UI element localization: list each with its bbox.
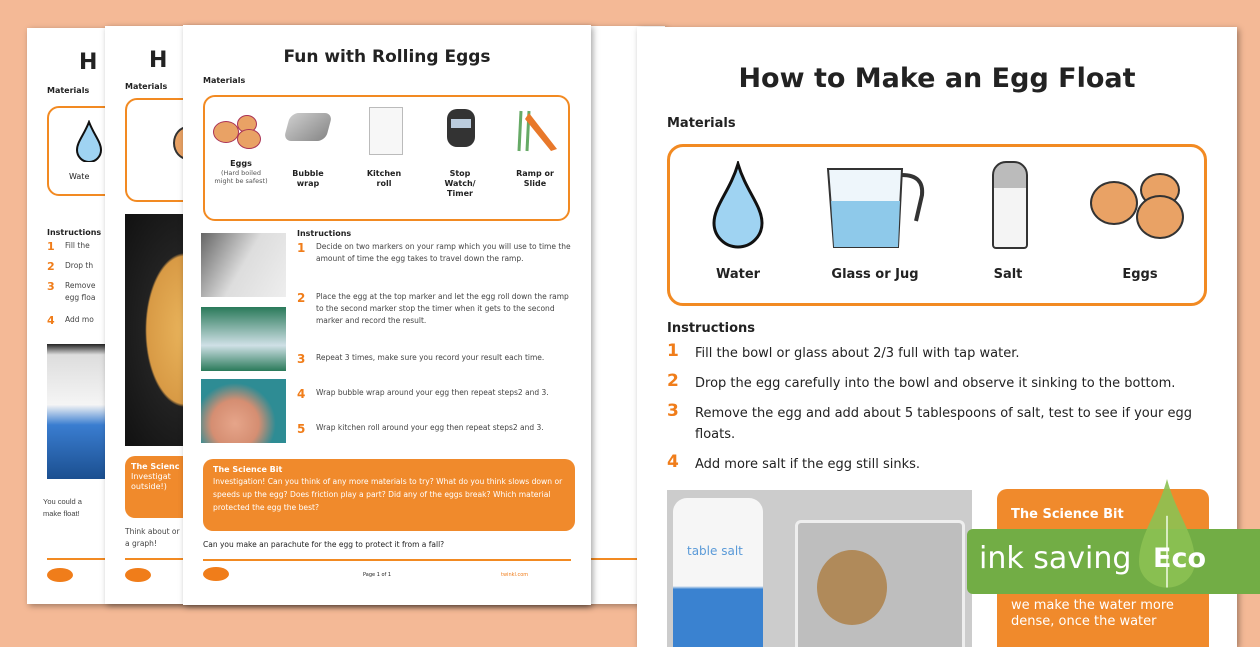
instruction-step: Remove the egg and add about 5 tablespoons of salt, test to see if your egg floats. xyxy=(695,406,1192,442)
materials-label: Materials xyxy=(667,116,736,131)
step: Add mo xyxy=(65,315,94,324)
bubble-wrap-photo xyxy=(201,307,286,371)
instructions-label: Instructions xyxy=(297,229,352,238)
materials-label: Materials xyxy=(125,82,168,91)
science-text: Investigat outside!) xyxy=(131,472,171,491)
materials-label: Materials xyxy=(203,76,246,85)
instruction-step: Place the egg at the top marker and let the egg roll down the ramp to the second marker stop the timer when it gets to the second marker and record the result. xyxy=(316,292,569,325)
science-title: The Science Bit xyxy=(1011,507,1124,522)
instruction-step: Repeat 3 times, make sure you record your result each time. xyxy=(316,353,545,362)
closing-text: Think about or a graph! xyxy=(125,527,180,548)
page-number: Page 1 of 1 xyxy=(363,572,392,578)
step: Remove egg floa xyxy=(65,281,96,302)
site-url: twinkl.com xyxy=(501,572,529,578)
egg-photo xyxy=(201,379,286,443)
instructions-label: Instructions xyxy=(47,228,102,237)
page-title: H xyxy=(79,50,98,75)
page-title: How to Make an Egg Float xyxy=(738,63,1136,94)
back-worksheet-1: H Materials Wate Instructions 1 Fill the 2 Drop th 3 Remove egg floa 4 Add mo You could a make float! xyxy=(27,28,587,604)
salt-shaker-icon xyxy=(992,161,1028,249)
slide-icon xyxy=(511,107,561,155)
instruction-step: Add more salt if the egg still sinks. xyxy=(695,457,921,472)
water-drop-icon xyxy=(74,120,104,162)
instruction-step: Drop the egg carefully into the bowl and observe it sinking to the bottom. xyxy=(695,376,1176,391)
ink-saving-eco-badge xyxy=(967,529,1260,594)
rolling-eggs-worksheet: Fun with Rolling Eggs Materials Eggs (Hard boiled might be safest) Bubble wrap Kitchen roll Stop Watch/ Timer Ramp or Slide Instructions 1 Decide on two markers on your ramp which you will use to time the amount of time the egg takes to travel down the ramp. 2 Place the egg at the top marker and let the egg roll down the ramp to the second marker stop the timer when it gets to the second marker and record the result. 3 Repeat 3 times, make sure you record your result each time. 4 Wrap bubble wrap around your egg then repeat steps2 and 3. 5 Wrap kitchen roll around your egg then repeat steps2 and 3. The Science Bit Investigation! Can you think of any more materials to try? What do you think slows down or speeds up the egg? Does friction play a part? Did any of the eggs break? Which material protected the egg the best? Can you make an parachute for the egg to protect it from a fall? Page 1 of 1 twinkl.com xyxy=(183,25,591,605)
page-title: Fun with Rolling Eggs xyxy=(283,47,491,67)
eco-label: Eco xyxy=(1153,543,1206,574)
step: Drop th xyxy=(65,261,94,270)
bubble-wrap-icon xyxy=(283,113,333,141)
water-drop-icon xyxy=(710,161,766,251)
stopwatch-icon xyxy=(447,109,475,147)
materials-label: Materials xyxy=(47,86,90,95)
instruction-step: Decide on two markers on your ramp which you will use to time the amount of time the egg takes to travel down the ramp. xyxy=(316,242,571,263)
science-text: we make the water more dense, once the water xyxy=(1011,598,1174,629)
salt-label: table salt xyxy=(687,544,743,558)
closing-text: You could a make float! xyxy=(43,497,82,518)
twinkl-logo xyxy=(125,568,151,582)
instruction-step: Wrap kitchen roll around your egg then repeat steps2 and 3. xyxy=(316,423,544,432)
twinkl-logo xyxy=(47,568,73,582)
leaf-icon xyxy=(1137,479,1197,594)
science-title: The Scienc xyxy=(131,462,180,471)
extension-question: Can you make an parachute for the egg to protect it from a fall? xyxy=(203,540,445,549)
science-title: The Science Bit xyxy=(213,465,283,474)
page-title: H xyxy=(149,48,168,73)
ink-saving-label: ink saving xyxy=(979,541,1132,576)
twinkl-logo xyxy=(203,567,229,581)
kitchen-roll-icon xyxy=(369,107,403,155)
egg-photo xyxy=(125,214,185,446)
egg-float-photo xyxy=(667,490,972,647)
materials-box: Eggs (Hard boiled might be safest) Bubble wrap Kitchen roll Stop Watch/ Timer Ramp or Slide xyxy=(203,95,570,221)
ramp-marker-photo xyxy=(201,233,286,297)
material-label: Wate xyxy=(69,172,90,181)
step: Fill the xyxy=(65,241,90,250)
egg-float-worksheet: How to Make an Egg Float Materials Water Glass or Jug Salt Eggs Instructions 1 Fill the bowl or glass about 2/3 full with tap water. 2 Drop the egg carefully into the bowl and observe it sinking to the bottom. 3 Remove the egg and add about 5 tablespoons of salt, test to see if your egg floats. 4 Add more salt if the egg still sinks. table salt The Science Bit we make the water more dense, once the water xyxy=(637,27,1237,647)
science-text: Investigation! Can you think of any more materials to try? What do you think slows down or speeds up the egg? Does friction play a part? Did any of the eggs break? Which material protected the egg the best? xyxy=(213,477,563,512)
materials-box: Water Glass or Jug Salt Eggs xyxy=(667,144,1207,306)
instruction-step: Wrap bubble wrap around your egg then repeat steps2 and 3. xyxy=(316,388,549,397)
science-box xyxy=(203,459,575,531)
instruction-step: Fill the bowl or glass about 2/3 full with tap water. xyxy=(695,346,1020,361)
instructions-label: Instructions xyxy=(667,321,756,336)
jug-icon xyxy=(820,161,930,253)
